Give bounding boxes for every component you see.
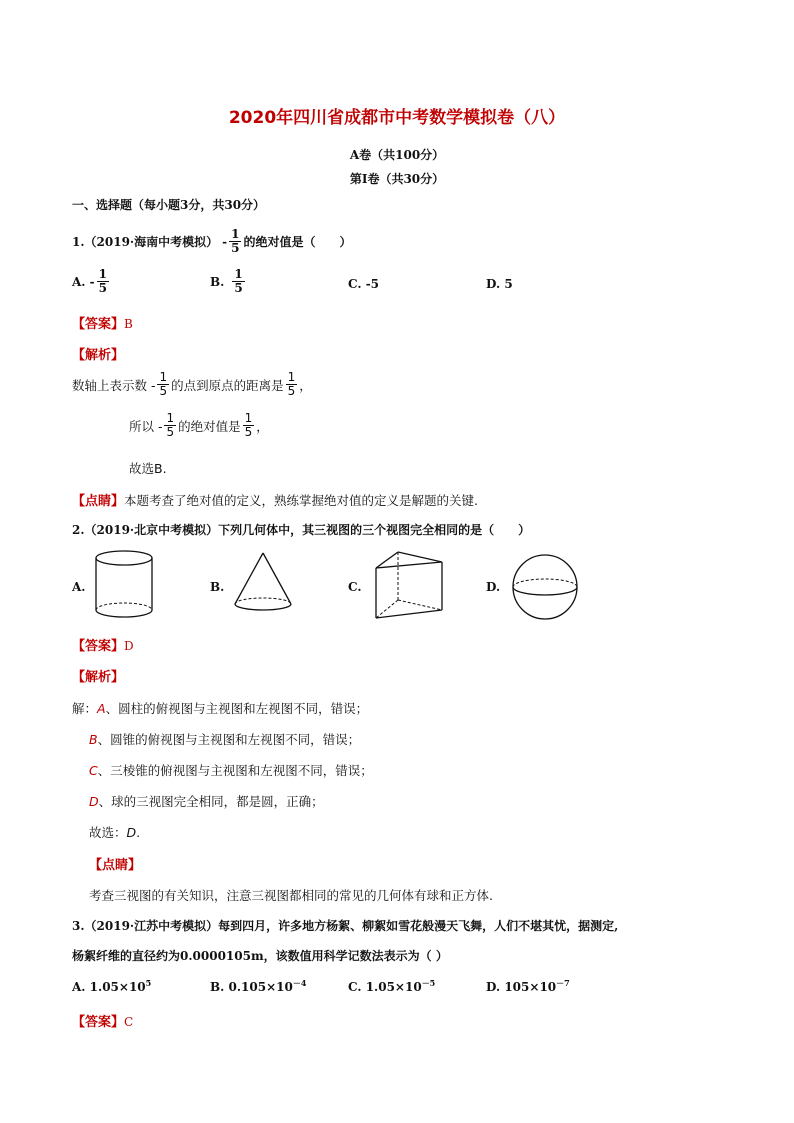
analysis-tag-2: 【解析】 (72, 670, 125, 685)
choice-section-heading: 一、选择题（每小题3分，共30分） (72, 198, 266, 212)
fraction-one-fifth (157, 371, 169, 398)
a1-line2-end: ， (256, 418, 269, 434)
q3-opt-d-base: D. 105×10 (486, 980, 557, 994)
q3-opt-c-exp: －5 (421, 978, 436, 988)
a2-l3-letter: C (89, 763, 98, 778)
page-title: 2020年四川省成都市中考数学模拟卷（八） (228, 108, 566, 128)
q1-minus: - (222, 234, 228, 249)
frac-num: 1 (244, 411, 253, 425)
q3-option-b (210, 978, 306, 994)
a2-l1-letter: A (97, 701, 106, 716)
cone-figure (230, 550, 296, 614)
analysis-2-line5 (89, 823, 140, 841)
a1-line1-mid: 的点到原点的距离是 (171, 377, 284, 393)
answer-1-value: B (124, 317, 133, 331)
sphere-figure (510, 552, 580, 622)
a2-l5-pre: 故选： (89, 825, 127, 840)
frac-num: 1 (231, 227, 240, 241)
question-3-line2: 杨絮纤维的直径约为0.0000105m，该数值用科学记数法表示为（ ） (72, 949, 448, 963)
q2-option-d: D. (486, 580, 501, 594)
q3-opt-d-exp: －7 (556, 978, 570, 988)
comment-1-text: 本题考查了绝对值的定义，熟练掌握绝对值的定义是解题的关键. (124, 493, 478, 508)
a1-line1-end: ， (299, 377, 312, 393)
q3-opt-c-base: C. 1.05×10 (348, 980, 422, 994)
part-i-heading: 第Ⅰ卷（共30分） (349, 172, 445, 186)
frac-den: 5 (244, 425, 253, 439)
fraction-one-fifth (164, 412, 176, 439)
analysis-1-line1 (72, 371, 312, 398)
a2-l2-text: 、圆锥的俯视图与主视图和左视图不同，错误； (97, 732, 361, 747)
frac-num: 1 (166, 411, 175, 425)
question-1 (72, 228, 351, 255)
q3-option-a (72, 978, 151, 994)
answer-tag: 【答案】 (72, 639, 125, 654)
q3-opt-a-base: A. 1.05×10 (72, 980, 146, 994)
answer-3-value: C (124, 1015, 134, 1029)
question-2: 2.（2019·北京中考模拟）下列几何体中，其三视图的三个视图完全相同的是（ ） (72, 523, 531, 537)
q1-option-d: D. 5 (486, 277, 513, 291)
frac-den: 5 (159, 384, 168, 398)
a2-l5-letter: D (126, 825, 137, 840)
analysis-2-line1 (72, 699, 368, 717)
q2-option-b: B. (210, 580, 225, 594)
a2-l1-pre: 解： (72, 701, 98, 716)
a1-line2-pre: 所以 - (129, 418, 163, 434)
q2-option-a: A. (72, 580, 86, 594)
a1-line2-mid: 的绝对值是 (178, 418, 241, 434)
cylinder-figure (92, 548, 156, 622)
comment-tag-2: 【点睛】 (89, 858, 142, 873)
q1-opt-a-label: A. - (72, 274, 95, 289)
answer-3 (72, 1011, 133, 1030)
a2-l4-letter: D (89, 794, 99, 809)
fraction-one-fifth (229, 228, 241, 255)
fraction-one-fifth (97, 268, 109, 295)
frac-num: 1 (159, 370, 168, 384)
analysis-2-line3 (89, 761, 373, 779)
a2-l3-text: 、三棱锥的俯视图与主视图和左视图不同，错误； (97, 763, 373, 778)
answer-tag: 【答案】 (72, 317, 125, 332)
frac-num: 1 (98, 267, 108, 281)
fraction-one-fifth (243, 412, 255, 439)
comment-1 (72, 490, 478, 509)
frac-den: 5 (166, 425, 175, 439)
fraction-one-fifth (232, 268, 244, 295)
q3-option-c (348, 978, 435, 994)
q1-suffix: 的绝对值是（ ） (243, 235, 352, 249)
a2-l1-text: 、圆柱的俯视图与主视图和左视图不同，错误； (105, 701, 369, 716)
analysis-1-line3: 故选B. (129, 461, 167, 476)
comment-tag: 【点睛】 (72, 494, 125, 509)
question-3-line1: 3.（2019·江苏中考模拟）每到四月，许多地方杨絮、柳絮如雪花般漫天飞舞，人们不堪其忧，据测定, (72, 919, 619, 933)
answer-tag: 【答案】 (72, 1015, 125, 1030)
a1-line1-pre: 数轴上表示数 - (72, 377, 156, 393)
analysis-tag-1: 【解析】 (72, 348, 125, 363)
q1-prefix: 1.（2019·海南中考模拟） (72, 235, 219, 249)
q1-opt-b-label: B. (210, 274, 225, 289)
frac-den: 5 (234, 281, 243, 295)
a2-l5-end: . (136, 825, 141, 840)
frac-den: 5 (287, 384, 296, 398)
analysis-1-line2 (129, 412, 269, 439)
comment-2-text: 考查三视图的有关知识，注意三视图都相同的常见的几何体有球和正方体. (89, 888, 493, 903)
answer-1 (72, 313, 133, 332)
q3-opt-a-exp: 5 (145, 978, 152, 988)
answer-2-value: D (124, 639, 134, 653)
q1-option-a (72, 268, 111, 295)
q3-opt-b-exp: －4 (292, 978, 307, 988)
q1-option-c: C. -5 (348, 277, 380, 291)
answer-2 (72, 635, 134, 654)
frac-den: 5 (98, 281, 108, 295)
section-a-heading: A卷（共100分） (349, 148, 445, 162)
frac-num: 1 (287, 370, 296, 384)
q3-option-d (486, 978, 570, 994)
a2-l4-text: 、球的三视图完全相同，都是圆，正确； (98, 794, 324, 809)
frac-den: 5 (231, 241, 240, 255)
prism-figure (370, 548, 448, 622)
analysis-2-line2 (89, 730, 360, 748)
q1-option-b (210, 268, 247, 295)
q2-option-c: C. (348, 580, 362, 594)
fraction-one-fifth (286, 371, 298, 398)
a2-l2-letter: B (89, 732, 98, 747)
q3-opt-b-base: B. 0.105×10 (210, 980, 293, 994)
analysis-2-line4 (89, 792, 324, 810)
frac-num: 1 (234, 267, 243, 281)
